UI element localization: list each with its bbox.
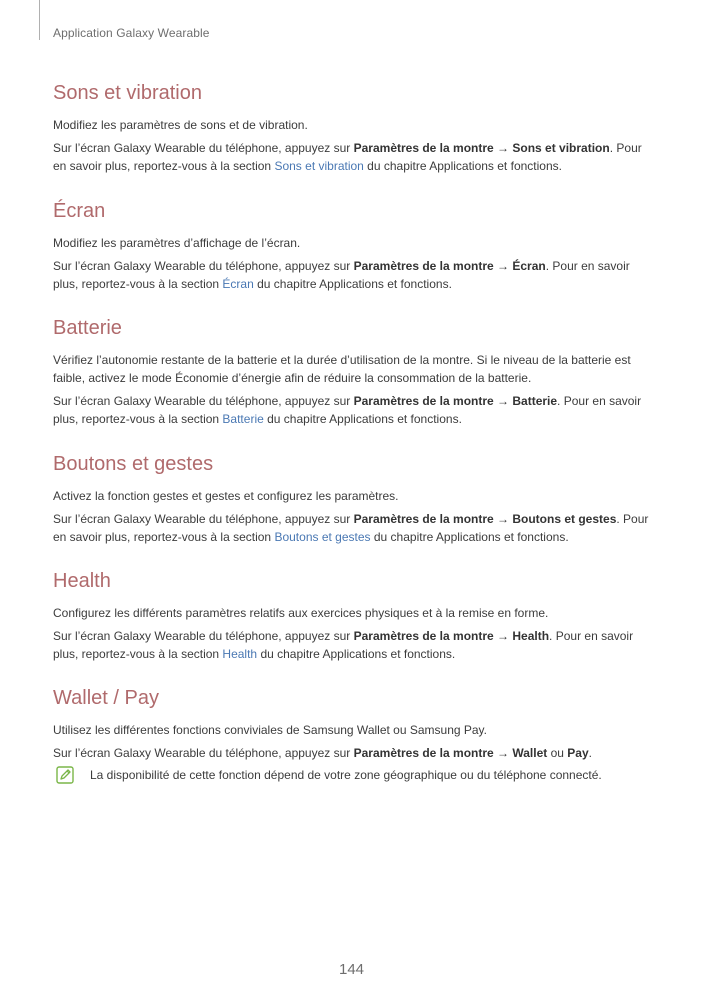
path-step-1: Paramètres de la montre (353, 629, 494, 643)
section-path: Sur l’écran Galaxy Wearable du téléphone, appuyez sur Paramètres de la montre → Batterie. Pour en savoir plus, reportez-vous à la section Batterie du chapitre Applications et fonctions. (53, 394, 642, 426)
section-path: Sur l’écran Galaxy Wearable du téléphone, appuyez sur Paramètres de la montre → Boutons et gestes. Pour en savoir plus, reportez-vous à la section Boutons et gestes du chapitre Applications et fonctions. (53, 512, 649, 544)
section-link[interactable]: Batterie (222, 412, 264, 426)
section-wallet-pay (53, 685, 653, 767)
section-intro: Configurez les différents paramètres relatifs aux exercices physiques et à la remise en forme. (53, 606, 549, 620)
section-link[interactable]: Écran (222, 277, 254, 291)
section-intro: Modifiez les paramètres d’affichage de l’écran. (53, 236, 301, 250)
section-title: Health (53, 570, 111, 592)
path-step-2: Sons et vibration (512, 141, 610, 155)
section-path: Sur l’écran Galaxy Wearable du téléphone, appuyez sur Paramètres de la montre → Écran. Pour en savoir plus, reportez-vous à la section Écran du chapitre Applications et fonctions. (53, 259, 630, 291)
path-step-3: Pay (567, 746, 589, 760)
arrow: → (493, 259, 513, 273)
section-intro: Modifiez les paramètres de sons et de vibration. (53, 118, 308, 132)
path-step-1: Paramètres de la montre (353, 394, 494, 408)
arrow: → (493, 394, 513, 408)
section-title: Batterie (53, 317, 122, 339)
path-step-2: Boutons et gestes (512, 512, 617, 526)
section-path: Sur l’écran Galaxy Wearable du téléphone, appuyez sur Paramètres de la montre → Sons et vibration. Pour en savoir plus, reportez-vous à la section Sons et vibration du chapitre Applications et fonctions. (53, 141, 642, 173)
section-title: Wallet / Pay (53, 687, 159, 709)
section-intro: Vérifiez l’autonomie restante de la batterie et la durée d’utilisation de la montre. Si le niveau de la batterie est faible, activez le mode Économie d’énergie afin de réduire la consommation de la batterie. (53, 353, 631, 385)
section-path: Sur l’écran Galaxy Wearable du téléphone, appuyez sur Paramètres de la montre → Wallet ou Pay. (53, 746, 592, 760)
section-title: Boutons et gestes (53, 453, 214, 475)
path-step-2: Wallet (512, 746, 548, 760)
section-link[interactable]: Boutons et gestes (274, 530, 371, 544)
section-link[interactable]: Sons et vibration (274, 159, 364, 173)
section-intro: Utilisez les différentes fonctions conviviales de Samsung Wallet ou Samsung Pay. (53, 723, 487, 737)
arrow: → (493, 141, 513, 155)
note-pencil-icon (56, 766, 74, 784)
header-title: Application Galaxy Wearable (53, 26, 210, 40)
path-step-1: Paramètres de la montre (353, 141, 494, 155)
section-link[interactable]: Health (222, 647, 258, 661)
section-intro: Activez la fonction gestes et gestes et configurez les paramètres. (53, 489, 399, 503)
note-text: La disponibilité de cette fonction dépend de votre zone géographique ou du téléphone connecté. (90, 768, 602, 782)
section-path: Sur l’écran Galaxy Wearable du téléphone, appuyez sur Paramètres de la montre → Health. Pour en savoir plus, reportez-vous à la section Health du chapitre Applications et fonctions. (53, 629, 634, 661)
path-step-1: Paramètres de la montre (353, 259, 494, 273)
note-callout (53, 766, 653, 788)
arrow: → (493, 746, 513, 760)
path-step-1: Paramètres de la montre (353, 746, 494, 760)
path-step-2: Health (512, 629, 550, 643)
section-health (53, 568, 653, 668)
arrow: → (493, 629, 513, 643)
arrow: → (493, 512, 513, 526)
section-batterie (53, 315, 653, 433)
path-step-2: Écran (512, 259, 546, 273)
header-divider (39, 0, 40, 40)
page-number: 144 (338, 961, 365, 978)
section-title: Écran (53, 200, 106, 222)
section-ecran (53, 198, 653, 298)
path-step-2: Batterie (512, 394, 558, 408)
section-title: Sons et vibration (53, 82, 202, 104)
section-sons-et-vibration (53, 80, 653, 180)
path-step-1: Paramètres de la montre (353, 512, 494, 526)
section-boutons-et-gestes (53, 451, 653, 551)
